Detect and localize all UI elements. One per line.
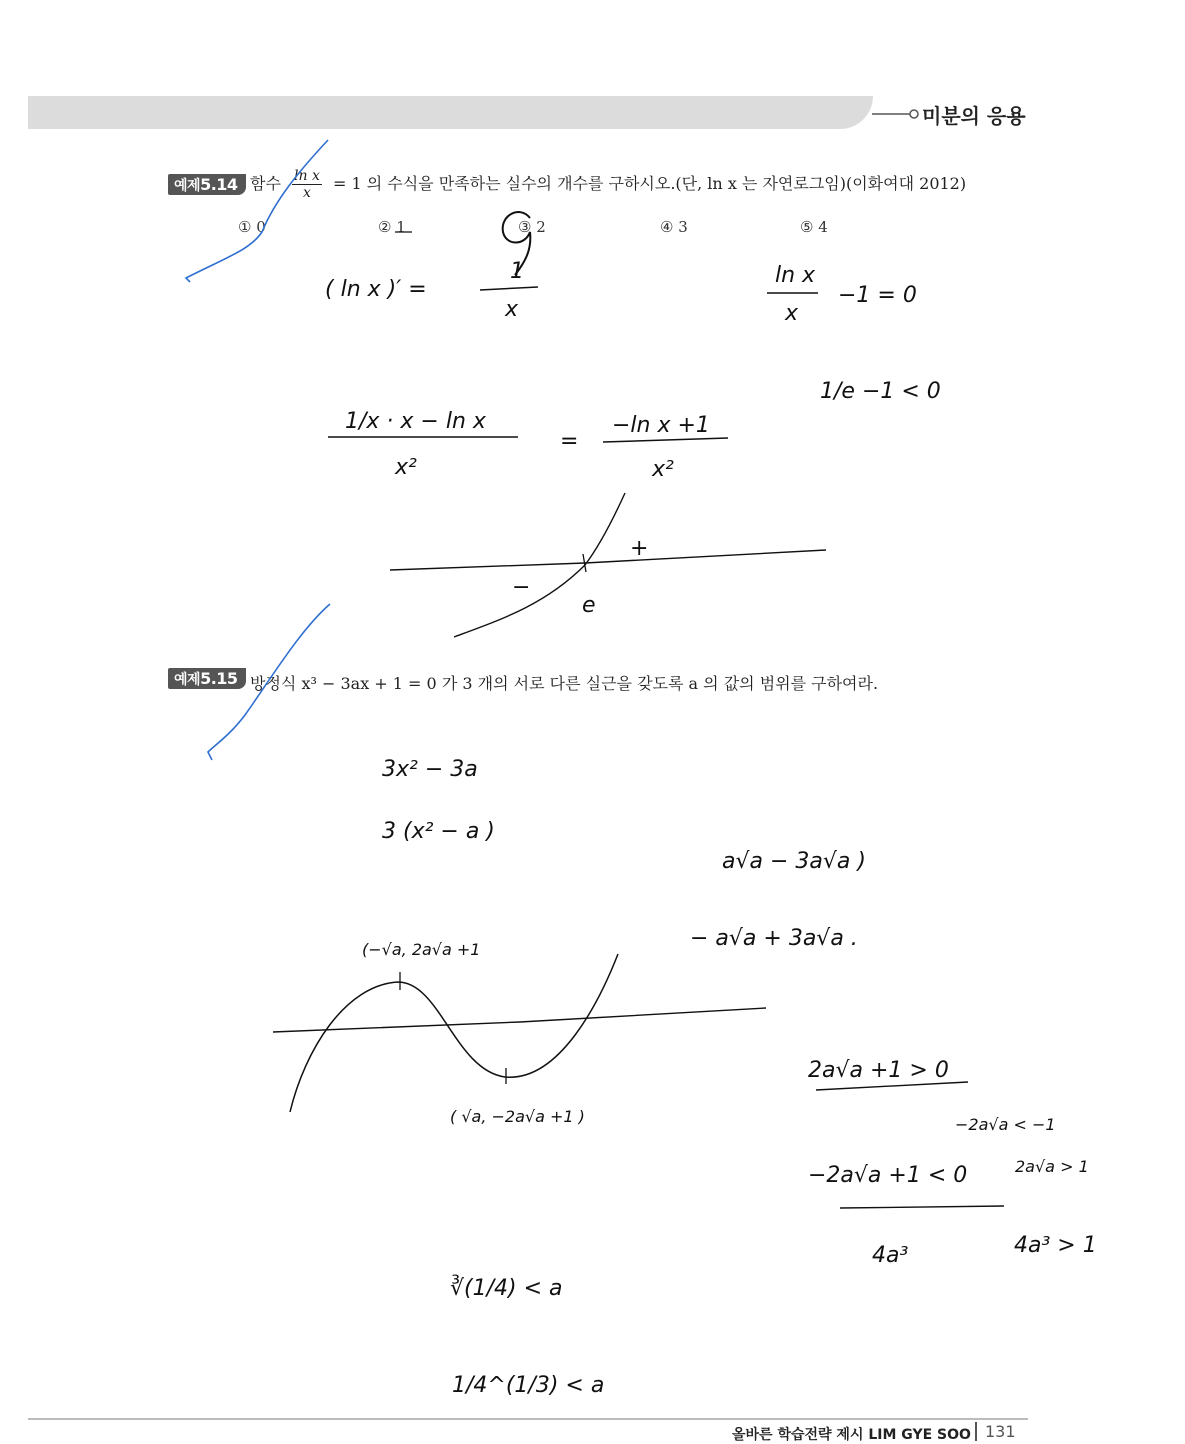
hw-axis-1 xyxy=(390,550,826,570)
fraction-numerator: ln x xyxy=(294,168,320,184)
hw-quot-rhs-den: x² xyxy=(652,457,674,482)
hw-r2: 1/4^(1/3) < a xyxy=(452,1373,605,1398)
choice-4: ④ 3 xyxy=(660,218,688,236)
hw-eq-den: x xyxy=(785,301,799,326)
hw-quot-num: 1/x · x − ln x xyxy=(345,409,486,434)
example-number: 5.15 xyxy=(200,669,238,688)
footer-text: 올바른 학습전략 제시 LIM GYE SOO xyxy=(732,1427,971,1443)
hw-v2: − a√a + 3a√a . xyxy=(690,926,858,951)
hw-quot-rhs-bar xyxy=(603,438,728,442)
example-label-text: 예제 xyxy=(174,672,201,688)
check-mark-blue-1 xyxy=(186,140,328,282)
choice-1: ① 0 xyxy=(238,218,266,236)
hw-r1: ∛(1/4) < a xyxy=(450,1276,563,1301)
hw-axis-2 xyxy=(273,1008,766,1032)
problem-prefix: 함수 xyxy=(250,174,281,193)
hw-d2: 3 (x² − a ) xyxy=(382,819,495,844)
check-mark-blue-2 xyxy=(208,604,330,760)
hw-deriv-num: 1 xyxy=(510,259,524,284)
hw-deriv-den: x xyxy=(505,297,519,322)
fraction-denominator: x xyxy=(302,185,311,201)
problem-5-15: 방정식 x³ − 3ax + 1 = 0 가 3 개의 서로 다른 실근을 갖도록 a 의 값의 범위를 구하여라. xyxy=(250,674,879,693)
hw-point-e: e xyxy=(582,593,596,618)
section-title: 미분의 응용 xyxy=(922,104,1026,128)
hw-c6: 4a³ > 1 xyxy=(1014,1233,1097,1258)
hw-c1-underline xyxy=(816,1082,968,1090)
hw-eq-tail: −1 = 0 xyxy=(838,283,917,308)
hw-sign-plus: + xyxy=(630,536,649,561)
choice-5: ⑤ 4 xyxy=(800,218,828,236)
hw-c3-underline xyxy=(840,1206,1004,1208)
hw-c5: 4a³ xyxy=(872,1243,909,1268)
hw-min-point: ( √a, −2a√a +1 ) xyxy=(450,1107,585,1126)
hw-max-point: (−√a, 2a√a +1 xyxy=(362,940,481,959)
hw-ineq-e: 1/e −1 < 0 xyxy=(820,379,941,404)
problem-rest: = 1 의 수식을 만족하는 실수의 개수를 구하시오.(단, ln x 는 자연로그임)(이화여대 2012) xyxy=(332,174,967,193)
footer-line xyxy=(28,1418,1028,1420)
hw-c1: 2a√a +1 > 0 xyxy=(808,1058,949,1083)
hw-cubic-curve xyxy=(290,954,618,1112)
hw-quot-eq: = xyxy=(560,429,579,454)
example-number: 5.14 xyxy=(200,175,238,194)
hw-sign-minus: − xyxy=(512,575,531,600)
hw-c4: 2a√a > 1 xyxy=(1015,1157,1089,1176)
hw-v1: a√a − 3a√a ) xyxy=(722,849,866,874)
hw-deriv-lhs: ( ln x )′ = xyxy=(325,277,427,302)
choice-3: ③ 2 xyxy=(518,218,546,236)
page-number: 131 xyxy=(975,1422,1016,1441)
example-label-text: 예제 xyxy=(174,178,201,194)
hw-c2: −2a√a < −1 xyxy=(955,1115,1056,1134)
hw-eq-num: ln x xyxy=(775,263,816,288)
hw-c3: −2a√a +1 < 0 xyxy=(808,1163,968,1188)
hw-quot-den: x² xyxy=(395,455,417,480)
hw-deriv-bar xyxy=(480,287,538,290)
hw-quot-rhs-num: −ln x +1 xyxy=(612,413,710,438)
hw-d1: 3x² − 3a xyxy=(382,757,478,782)
choice-2: ② 1 xyxy=(378,218,406,236)
